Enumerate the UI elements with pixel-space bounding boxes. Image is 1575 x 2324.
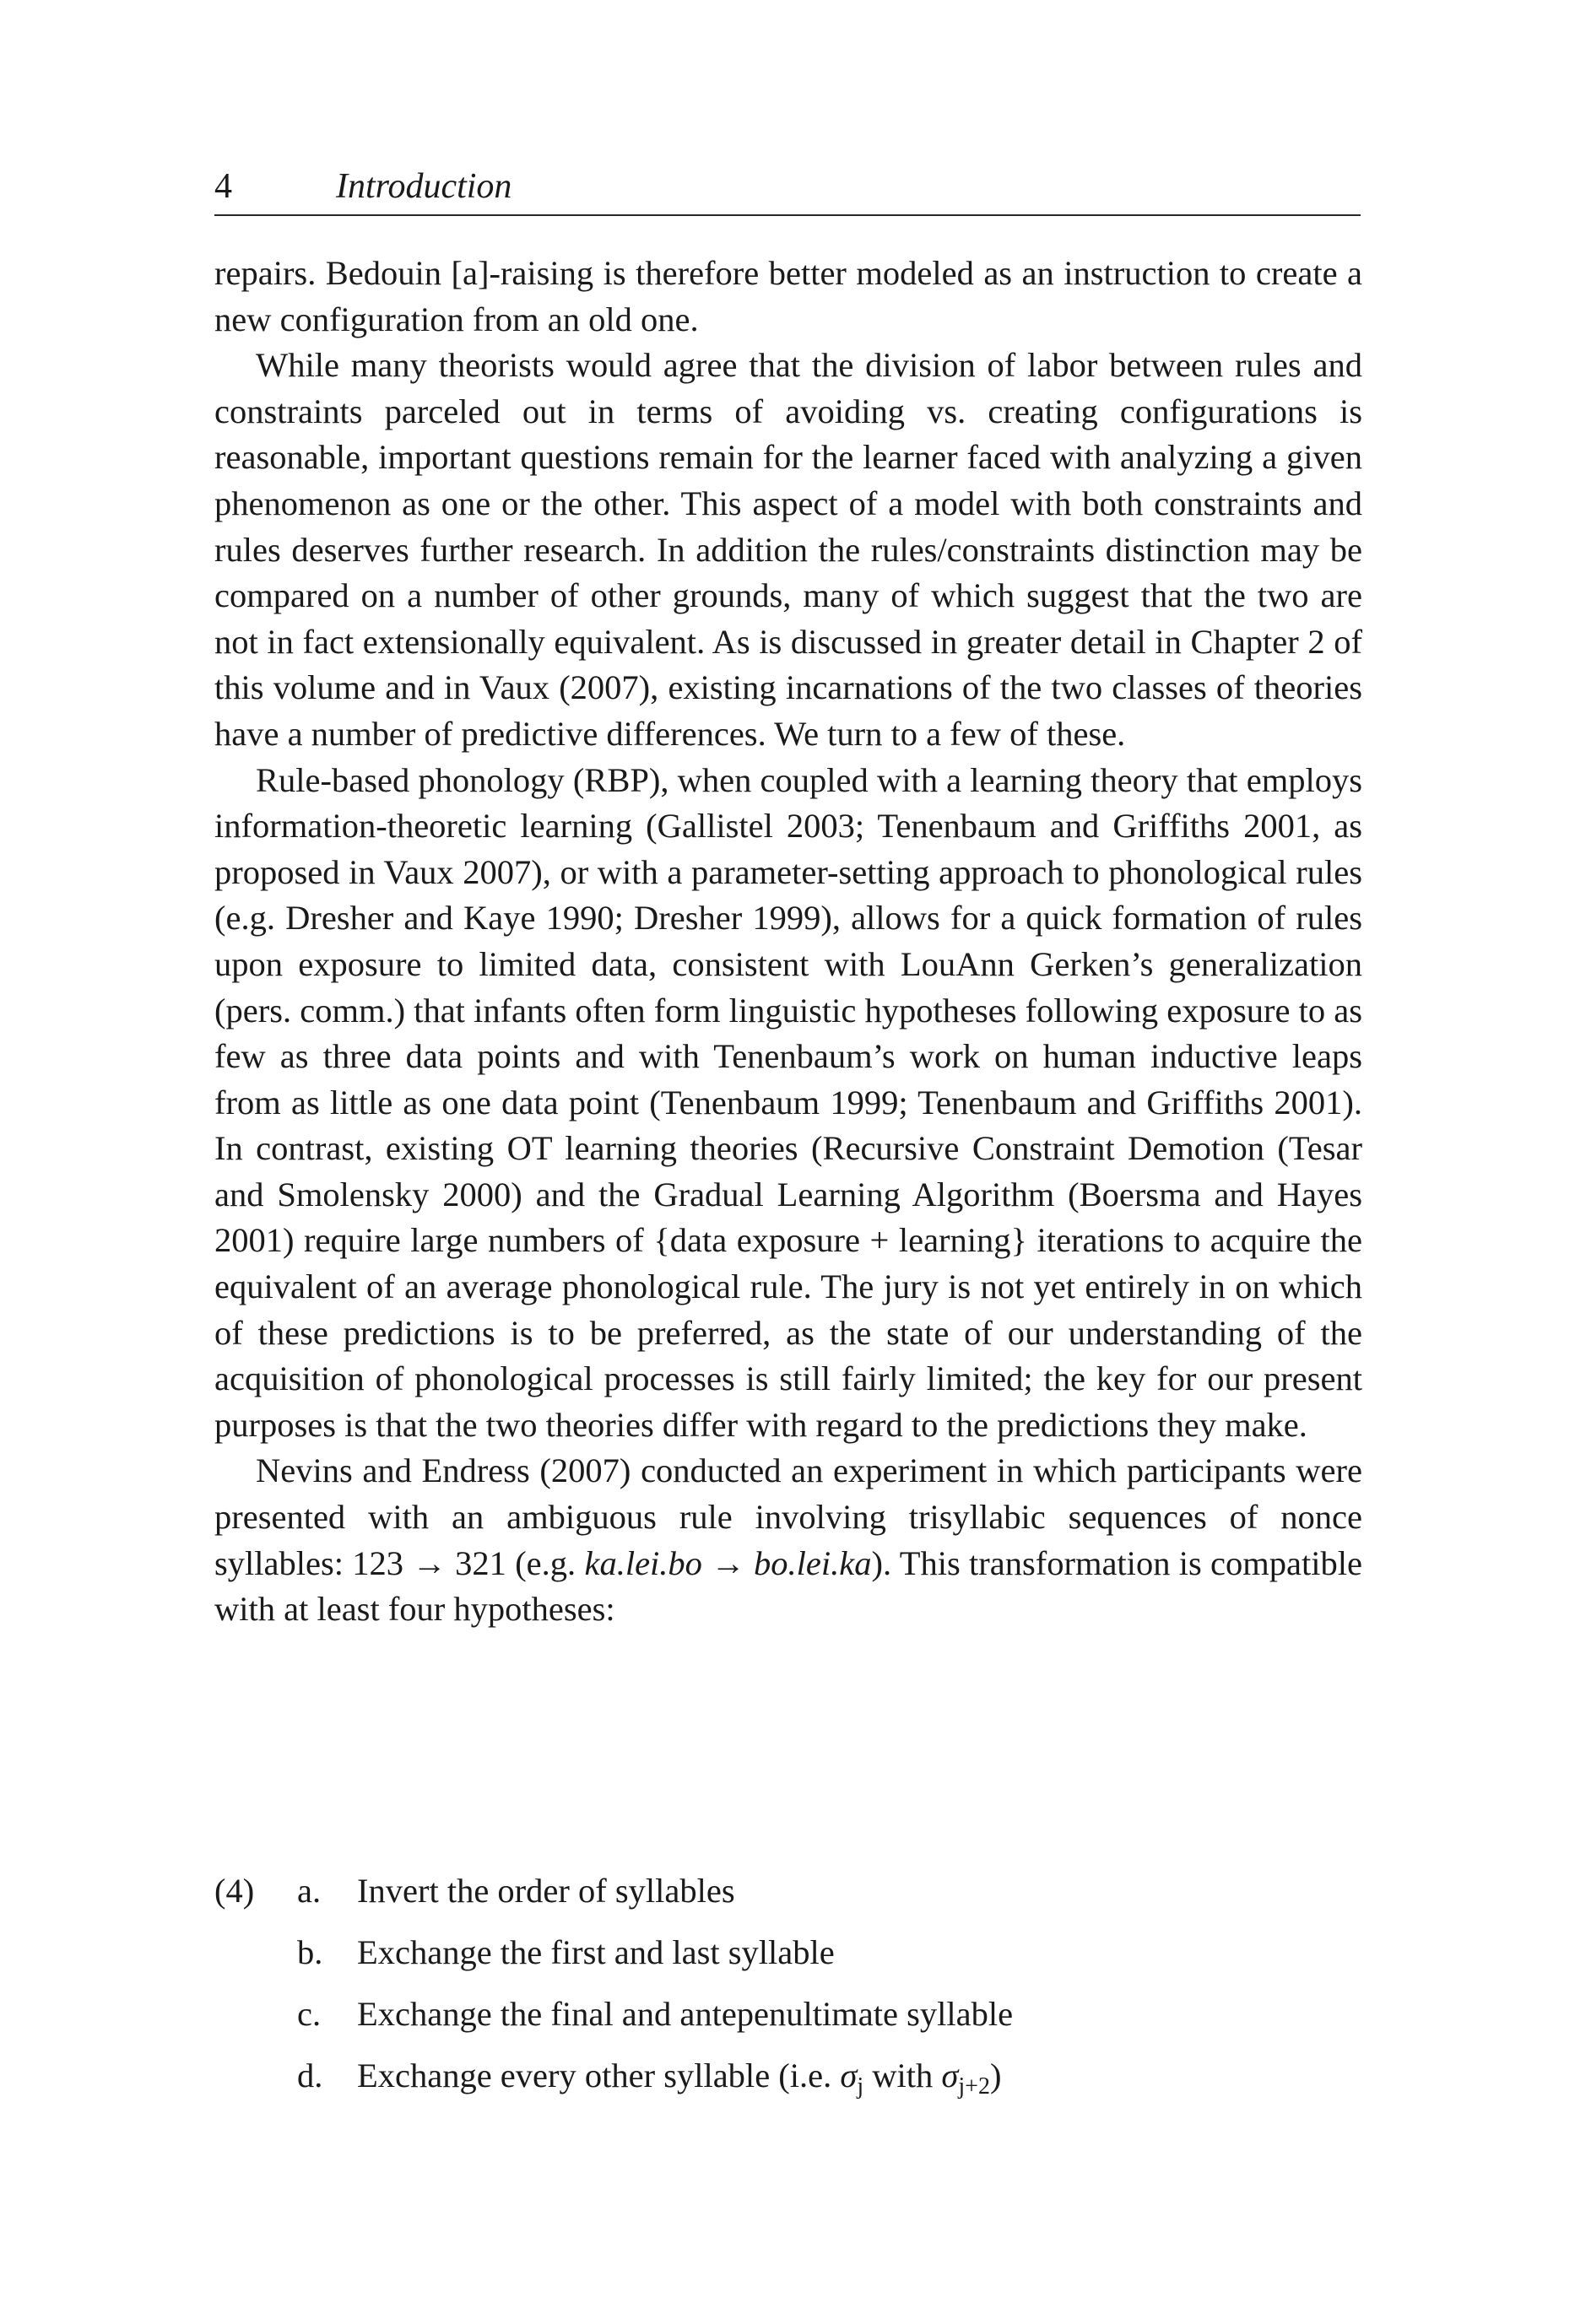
- example-number: (4): [214, 1872, 255, 1910]
- example-text-end: ): [989, 2056, 1002, 2094]
- running-header: [214, 165, 1361, 216]
- subscript-index: j+2: [958, 2073, 990, 2100]
- paragraph-continuation: repairs. Bedouin [a]-raising is therefore better modeled as an instruction to create a new configuration from an old one.: [214, 254, 1362, 338]
- example-item-letter: a.: [297, 1872, 322, 1910]
- paragraph-rule-based-phonology: Rule-based phonology (RBP), when coupled with a learning theory that employs information-theoretic learning (Gallistel 2003; Tenenbaum and Griffiths 2001, as proposed in Vaux 2007), or with a parameter-setting approach to phonological rules (e.g. Dresher and Kaye 1990; Dresher 1999), allows for a quick formation of rules upon exposure to limited data, consistent with LouAnn Gerken’s generalization (pers. comm.) that infants often form linguistic hypotheses following exposure to as few as three data points and with Tenenbaum’s work on human inductive leaps from as little as one data point (Tenenbaum 1999; Tenenbaum and Griffiths 2001). In contrast, existing OT learning theories (Recursive Constraint Demotion (Tesar and Smolensky 2000) and the Gradual Learning Algorithm (Boersma and Hayes 2001) require large numbers of {data exposure + learning} iterations to acquire the equivalent of an average phonological rule. The jury is not yet entirely in on which of these predictions is to be preferred, as the state of our understanding of the acquisition of phonological processes is still fairly limited; the key for our present purposes is that the two theories differ with regard to the predictions they make.: [214, 760, 1362, 1444]
- example-item-text: Invert the order of syllables: [357, 1872, 735, 1910]
- paragraph-rules-constraints: While many theorists would agree that the division of labor between rules and constraints parceled out in terms of avoiding vs. creating configurations is reasonable, important questions remain for the learner faced with analyzing a given phenomenon as one or the other. This aspect of a model with both constraints and rules deserves further research. In addition the rules/constraints distinction may be compared on a number of other grounds, many of which suggest that the two are not in fact extensionally equivalent. As is discussed in greater detail in Chapter 2 of this volume and in Vaux (2007), existing incarnations of the two classes of theories have a number of predictive differences. We turn to a few of these.: [214, 346, 1362, 753]
- sigma-symbol: σ: [941, 2056, 959, 2094]
- example-item-letter: b.: [297, 1933, 323, 1971]
- example-item-b: [214, 1932, 1362, 1993]
- example-form-target: bo.lei.ka: [754, 1543, 872, 1582]
- page-number: 4: [214, 167, 232, 206]
- example-item-d: [214, 2055, 1362, 2116]
- paragraph-text-end: ). This transformation is compatible with at least four hypotheses:: [214, 1543, 1362, 1629]
- arrow-symbol: →: [701, 1543, 755, 1582]
- paragraph-nevins-endress: [214, 1448, 1362, 1632]
- example-text-middle: with: [863, 2056, 942, 2094]
- example-item-letter: d.: [297, 2056, 323, 2094]
- numbered-example: [214, 1870, 1362, 2116]
- example-item-a: [214, 1870, 1362, 1932]
- example-item-letter: c.: [297, 1995, 322, 2033]
- sigma-symbol: σ: [840, 2056, 858, 2094]
- example-text-start: Exchange every other syllable (i.e.: [357, 2056, 841, 2094]
- example-item-text: Exchange the first and last syllable: [357, 1933, 835, 1971]
- example-item-text: Exchange the final and antepenultimate syllable: [357, 1995, 1014, 2033]
- subscript-index: j: [857, 2073, 864, 2100]
- example-item-c: [214, 1993, 1362, 2055]
- example-item-text: [357, 2055, 1001, 2108]
- chapter-title: Introduction: [336, 167, 512, 206]
- body-text: [214, 251, 1362, 1633]
- example-form-source: ka.lei.bo: [584, 1543, 702, 1582]
- paragraph-text-start: Nevins and Endress (2007) conducted an experiment in which participants were presented with an ambiguous rule involving trisyllabic sequences of nonce syllables: 123 → 321 (e.g.: [214, 1451, 1362, 1582]
